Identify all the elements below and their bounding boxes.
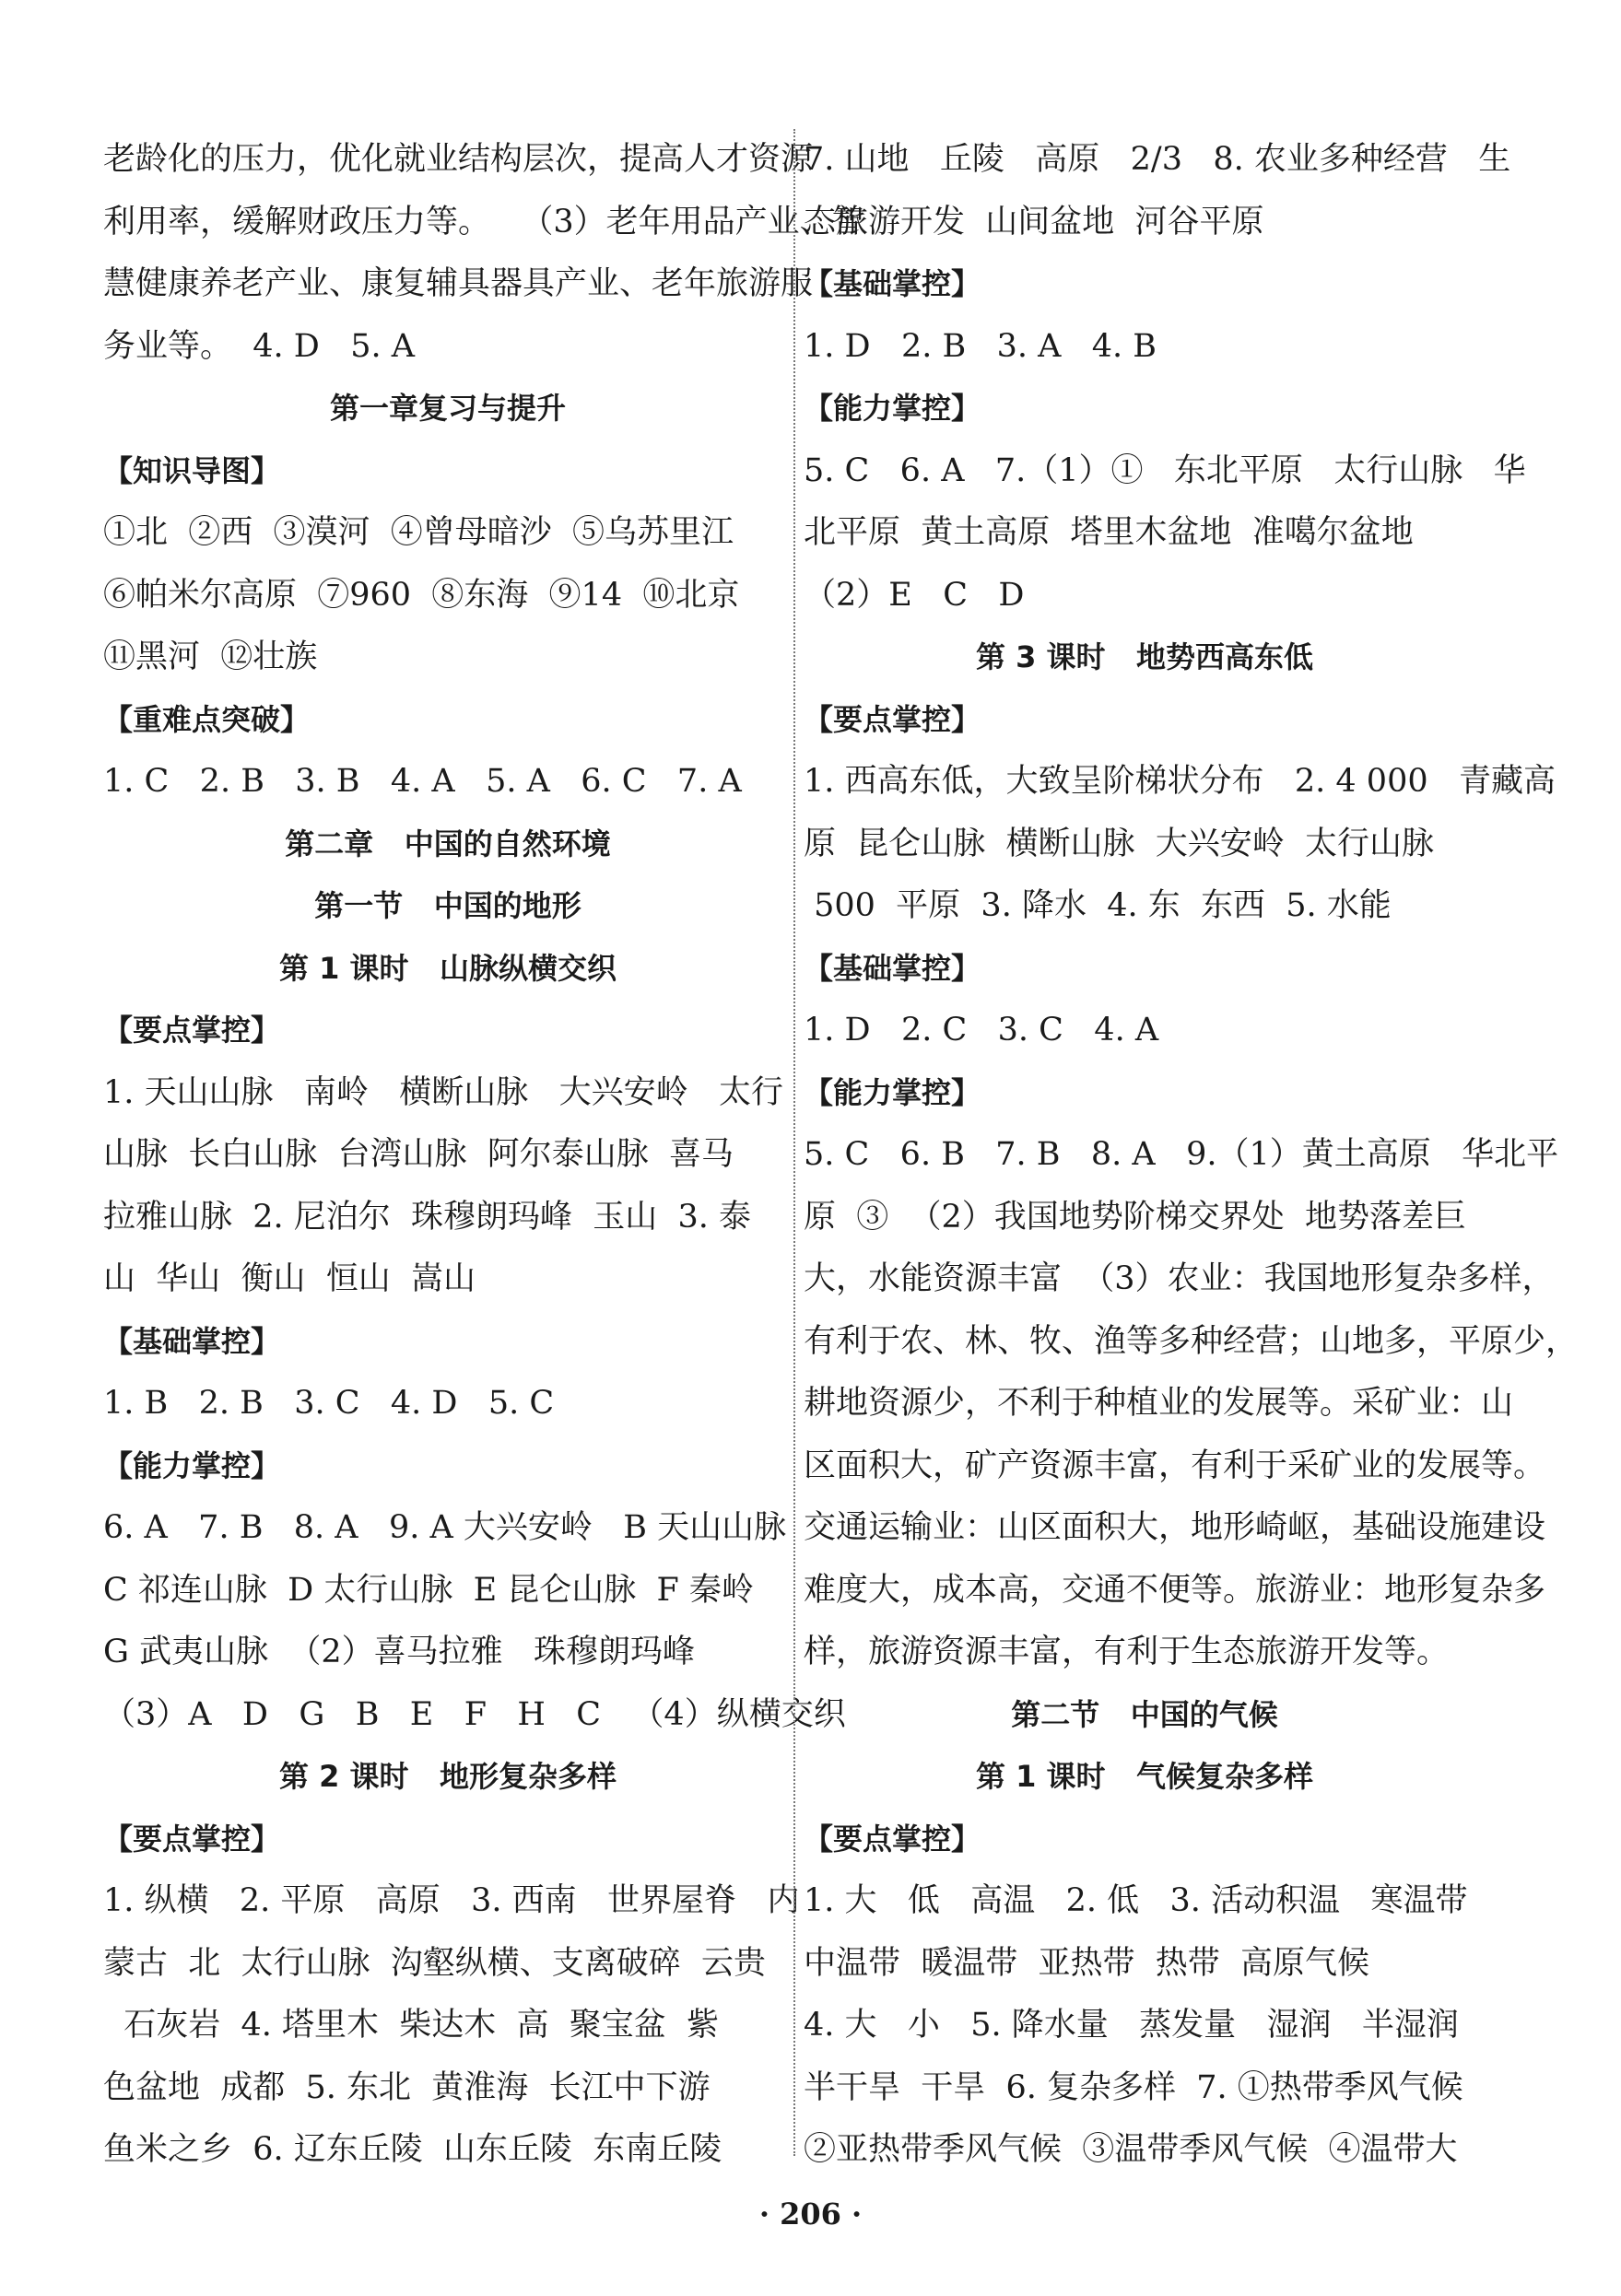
- answer-line: 原 ③ （2）我国地势阶梯交界处 地势落差巨: [804, 1198, 1467, 1236]
- subsection-label: 【基础掌控】: [804, 266, 981, 301]
- subsection-label: 【基础掌控】: [804, 950, 981, 986]
- answer-line: 1. C 2. B 3. B 4. A 5. A 6. C 7. A: [103, 763, 742, 800]
- subsection-label: 【能力掌控】: [804, 1074, 981, 1110]
- subsection-label: 【要点掌控】: [103, 1821, 281, 1857]
- section-heading: 第二章 中国的自然环境: [285, 826, 611, 861]
- subsection-label: 【重难点突破】: [103, 701, 311, 737]
- column-divider: [793, 129, 795, 2156]
- answer-line: 半干旱 干旱 6. 复杂多样 7. ①热带季风气候: [804, 2068, 1463, 2106]
- answer-line: 6. A 7. B 8. A 9. A 大兴安岭 B 天山山脉: [103, 1509, 787, 1546]
- section-heading: 第 3 课时 地势西高东低: [976, 639, 1313, 674]
- answer-line: ⑪黑河 ⑫壮族: [103, 638, 318, 675]
- subsection-label: 【要点掌控】: [103, 1013, 281, 1048]
- subsection-label: 【要点掌控】: [804, 1821, 981, 1857]
- answer-line: ②亚热带季风气候 ③温带季风气候 ④温带大: [804, 2131, 1458, 2168]
- answer-line: 区面积大，矿产资源丰富，有利于采矿业的发展等。: [804, 1447, 1546, 1484]
- answer-line: C 祁连山脉 D 太行山脉 E 昆仑山脉 F 秦岭: [103, 1571, 754, 1609]
- answer-line: ①北 ②西 ③漠河 ④曾母暗沙 ⑤乌苏里江: [103, 514, 734, 551]
- answer-line: 拉雅山脉 2. 尼泊尔 珠穆朗玛峰 玉山 3. 泰: [103, 1198, 752, 1236]
- subsection-label: 【基础掌控】: [103, 1323, 281, 1359]
- answer-line: 1. B 2. B 3. C 4. D 5. C: [103, 1385, 555, 1422]
- answer-line: 慧健康养老产业、康复辅具器具产业、老年旅游服: [103, 265, 814, 302]
- answer-line: ⑥帕米尔高原 ⑦960 ⑧东海 ⑨14 ⑩北京: [103, 576, 740, 614]
- answer-line: 山脉 长白山脉 台湾山脉 阿尔泰山脉 喜马: [103, 1136, 734, 1173]
- answer-line: 老龄化的压力，优化就业结构层次，提高人才资源: [103, 141, 814, 178]
- answer-line: 耕地资源少，不利于种植业的发展等。采矿业：山: [804, 1385, 1514, 1422]
- subsection-label: 【要点掌控】: [804, 701, 981, 737]
- subsection-label: 【能力掌控】: [804, 391, 981, 426]
- subsection-label: 【能力掌控】: [103, 1447, 281, 1483]
- section-heading: 第 2 课时 地形复杂多样: [279, 1759, 617, 1794]
- answer-line: 利用率，缓解财政压力等。 （3）老年用品产业、智: [103, 203, 864, 240]
- right-column: [804, 129, 1579, 2182]
- answer-line: 大，水能资源丰富 （3）农业：我国地形复杂多样，: [804, 1260, 1555, 1297]
- answer-line: 鱼米之乡 6. 辽东丘陵 山东丘陵 东南丘陵: [103, 2131, 722, 2168]
- answer-line: 原 昆仑山脉 横断山脉 大兴安岭 太行山脉: [804, 825, 1435, 862]
- answer-line: 7. 山地 丘陵 高原 2/3 8. 农业多种经营 生: [804, 141, 1511, 178]
- answer-line: 1. D 2. C 3. C 4. A: [804, 1012, 1159, 1048]
- answer-line: （3）A D G B E F H C （4）纵横交织: [103, 1695, 846, 1733]
- answer-line: 1. 纵横 2. 平原 高原 3. 西南 世界屋脊 内: [103, 1882, 800, 1919]
- answer-line: G 武夷山脉 （2）喜马拉雅 珠穆朗玛峰: [103, 1634, 695, 1670]
- section-heading: 第一节 中国的地形: [314, 888, 581, 923]
- answer-line: 蒙古 北 太行山脉 沟壑纵横、支离破碎 云贵: [103, 1944, 767, 1982]
- section-heading: 第一章复习与提升: [329, 391, 566, 426]
- subsection-label: 【知识导图】: [103, 452, 281, 488]
- answer-line: 样，旅游资源丰富，有利于生态旅游开发等。: [804, 1634, 1450, 1670]
- section-heading: 第 1 课时 气候复杂多样: [976, 1759, 1313, 1794]
- answer-line: 山 华山 衡山 恒山 嵩山: [103, 1260, 476, 1297]
- answer-line: 中温带 暖温带 亚热带 热带 高原气候: [804, 1944, 1370, 1982]
- answer-line: 4. 大 小 5. 降水量 蒸发量 湿润 半湿润: [804, 2007, 1459, 2044]
- answer-line: 石灰岩 4. 塔里木 柴达木 高 聚宝盆 紫: [103, 2007, 720, 2044]
- answer-line: 交通运输业：山区面积大，地形崎岖，基础设施建设: [804, 1509, 1546, 1546]
- answer-line: 北平原 黄土高原 塔里木盆地 准噶尔盆地: [804, 514, 1414, 551]
- answer-line: 有利于农、林、牧、渔等多种经营；山地多，平原少，: [804, 1322, 1579, 1360]
- answer-line: 1. D 2. B 3. A 4. B: [804, 327, 1157, 365]
- answer-line: 难度大，成本高，交通不便等。旅游业：地形复杂多: [804, 1571, 1546, 1609]
- answer-line: 500 平原 3. 降水 4. 东 东西 5. 水能: [804, 887, 1392, 924]
- answer-line: 色盆地 成都 5. 东北 黄淮海 长江中下游: [103, 2068, 711, 2106]
- answer-line: 务业等。 4. D 5. A: [103, 327, 416, 365]
- answer-line: 5. C 6. B 7. B 8. A 9.（1）黄土高原 华北平: [804, 1136, 1559, 1173]
- answer-line: 1. 大 低 高温 2. 低 3. 活动积温 寒温带: [804, 1882, 1468, 1919]
- section-heading: 第 1 课时 山脉纵横交织: [279, 950, 617, 986]
- answer-line: （2）E C D: [804, 576, 1025, 614]
- page-number: · 206 ·: [758, 2196, 863, 2232]
- answer-line: 5. C 6. A 7.（1）① 东北平原 太行山脉 华: [804, 451, 1526, 489]
- answer-line: 1. 西高东低，大致呈阶梯状分布 2. 4 000 青藏高: [804, 763, 1556, 800]
- section-heading: 第二节 中国的气候: [1011, 1696, 1278, 1732]
- answer-line: 态旅游开发 山间盆地 河谷平原: [804, 203, 1264, 240]
- left-column: [103, 129, 864, 2182]
- answer-line: 1. 天山山脉 南岭 横断山脉 大兴安岭 太行: [103, 1073, 784, 1111]
